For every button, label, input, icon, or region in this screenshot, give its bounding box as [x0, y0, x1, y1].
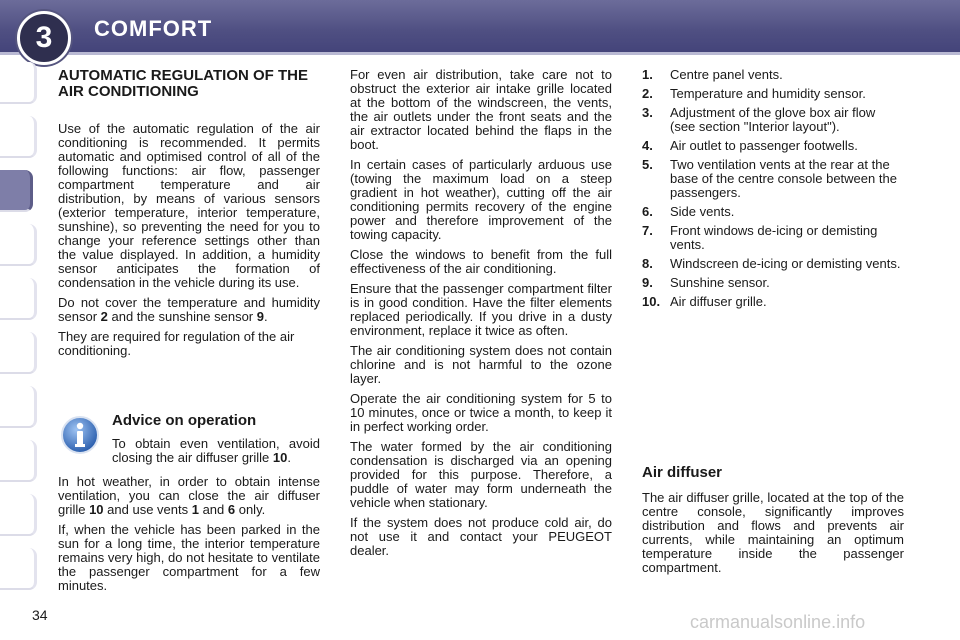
air-diffuser-paragraph: The air diffuser grille, located at the top of the centre console, significantly improves distribution and flows and prevents air currents, while maintaining an optimum temperature inside the passenger compartment. [642, 490, 904, 575]
distribution-paragraph: For even air distribution, take care not to obstruct the exterior air intake grille located at the bottom of the windscreen, the vents, the air outlets under the front seats and the air extractor located behind the flaps in the boot. [350, 67, 612, 152]
windows-paragraph: Close the windows to benefit from the full effectiveness of the air conditioning. [350, 247, 612, 276]
vent-legend-list [642, 68, 904, 309]
page-number: 34 [32, 607, 48, 623]
list-item: 6. Side vents. [642, 204, 735, 219]
regulation-paragraph: They are required for regulation of the air conditioning. [58, 329, 295, 358]
list-item: 4. Air outlet to passenger footwells. [642, 138, 858, 153]
chapter-tabs [0, 62, 38, 582]
advice-paragraph-2: In hot weather, in order to obtain intense ventilation, you can close the air diffuser grille 10 and use vents 1 and 6 only. [58, 474, 320, 517]
list-item: 9. Sunshine sensor. [642, 275, 770, 290]
advice-title: Advice on operation [112, 412, 257, 429]
condensation-paragraph: The water formed by the air conditioning condensation is discharged via an opening provided for this purpose. Therefore, a puddle of water may form underneath the vehicle when stationary. [350, 439, 612, 510]
advice-paragraph-3: If, when the vehicle has been parked in the sun for a long time, the interior temperature remains very high, do not hesitate to ventilate the passenger compartment for a few minutes. [58, 522, 320, 593]
list-item: 7. Front windows de-icing or demisting vents. [642, 223, 878, 252]
list-item: 2. Temperature and humidity sensor. [642, 86, 866, 101]
right-column [642, 68, 904, 314]
chapter-tab[interactable] [0, 224, 37, 266]
filter-paragraph: Ensure that the passenger compartment filter is in good condition. Have the filter elements replaced periodically. If you drive in a dusty environment, replace it twice as often. [350, 281, 612, 338]
air-diffuser-block [642, 465, 904, 581]
chapter-tab[interactable] [0, 278, 37, 320]
operate-paragraph: Operate the air conditioning system for 5 to 10 minutes, once or twice a month, to keep it in perfect working order. [350, 391, 612, 434]
advice-paragraph-1: To obtain even ventilation, avoid closing the air diffuser grille 10. [112, 436, 320, 465]
air-diffuser-title: Air diffuser [642, 464, 723, 481]
sensor-paragraph: Do not cover the temperature and humidity sensor 2 and the sunshine sensor 9. [58, 295, 320, 324]
chapter-tab[interactable] [0, 116, 37, 158]
chapter-title: COMFORT [94, 16, 213, 41]
list-item: 3. Adjustment of the glove box air flow (see section "Interior layout"). [642, 105, 876, 134]
intro-paragraph: Use of the automatic regulation of the air conditioning is recommended. It permits automatic and optimised control of all of the following functions: air flow, passenger compartment temperature and air distribution, by means of various sensors (exterior temperature, interior temperature, sunshine), so preventing the need for you to change your reference settings other than the value displayed. In addition, a humidity sensor anticipates the formation of condensation in the vehicle during its use. [58, 121, 320, 290]
list-item: 8. Windscreen de-icing or demisting vents. [642, 256, 901, 271]
section-title: AUTOMATIC REGULATION OF THE AIR CONDITIONING [58, 67, 308, 100]
advice-header-block [112, 413, 320, 471]
left-column [58, 68, 320, 364]
middle-column [350, 68, 612, 564]
chapter-tab[interactable] [0, 332, 37, 374]
chapter-tab-active[interactable] [0, 170, 33, 212]
info-icon [60, 415, 100, 455]
chapter-tab[interactable] [0, 494, 37, 536]
list-item: 10. Air diffuser grille. [642, 294, 767, 309]
chapter-tab[interactable] [0, 440, 37, 482]
towing-paragraph: In certain cases of particularly arduous use (towing the maximum load on a steep gradient in hot weather), cutting off the air conditioning permits recovery of the engine power and therefore improvement of the towing capacity. [350, 157, 612, 242]
chapter-number-badge: 3 [17, 11, 71, 65]
chapter-tab[interactable] [0, 62, 37, 104]
list-item: 1. Centre panel vents. [642, 67, 783, 82]
chlorine-paragraph: The air conditioning system does not contain chlorine and is not harmful to the ozone layer. [350, 343, 612, 386]
header-divider [0, 52, 960, 55]
list-item: 5. Two ventilation vents at the rear at the base of the centre console between the passengers. [642, 157, 897, 200]
chapter-tab[interactable] [0, 386, 37, 428]
advice-body-block [58, 475, 320, 599]
watermark: carmanualsonline.info [690, 612, 866, 632]
dealer-paragraph: If the system does not produce cold air, do not use it and contact your PEUGEOT dealer. [350, 515, 612, 558]
chapter-tab[interactable] [0, 548, 37, 590]
